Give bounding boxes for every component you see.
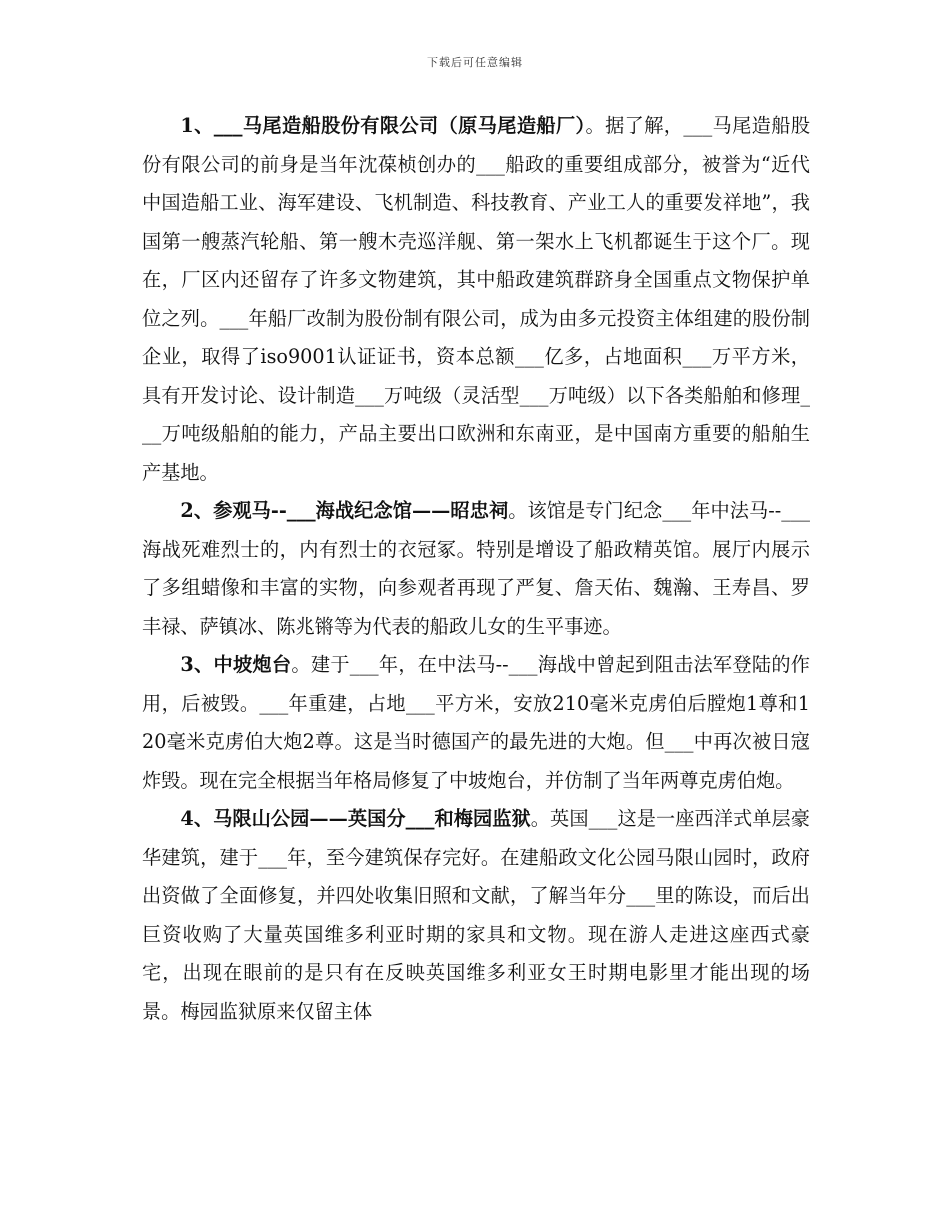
paragraph-3-heading: 3、中坡炮台 (180, 653, 292, 676)
paragraph-4 (142, 800, 810, 1031)
paragraph-3 (142, 646, 810, 800)
paragraph-4-heading: 4、马限山公园——英国分___和梅园监狱 (180, 807, 531, 830)
page-header-note: 下载后可任意编辑 (427, 56, 523, 69)
paragraph-2 (142, 492, 810, 646)
paragraph-1-heading: 1、___马尾造船股份有限公司（原马尾造船厂） (180, 114, 586, 137)
document-body (142, 107, 810, 1031)
paragraph-2-heading: 2、参观马--___海战纪念馆——昭忠祠 (180, 499, 509, 522)
paragraph-1 (142, 107, 810, 492)
paragraph-3-body: 。建于___年，在中法马--___海战中曾起到阻击法军登陆的作用，后被毁。___年重建，占地___平方米，安放210毫米克虏伯后膛炮1尊和120毫米克虏伯大炮2尊。这是当时德国产的最先进的大炮。但___中再次被日寇炸毁。现在完全根据当年格局修复了中坡炮台，并仿制了当年两尊克虏伯炮。 (142, 653, 810, 792)
paragraph-4-body: 。英国___这是一座西洋式单层豪华建筑，建于___年，至今建筑保存完好。在建船政文化公园马限山园时，政府出资做了全面修复，并四处收集旧照和文献，了解当年分___里的陈设，而后出巨资收购了大量英国维多利亚时期的家具和文物。现在游人走进这座西式豪宅，出现在眼前的是只有在反映英国维多利亚女王时期电影里才能出现的场景。梅园监狱原来仅留主体 (142, 807, 810, 1023)
paragraph-2-body: 。该馆是专门纪念___年中法马--___海战死难烈士的，内有烈士的衣冠冢。特别是增设了船政精英馆。展厅内展示了多组蜡像和丰富的实物，向参观者再现了严复、詹天佑、魏瀚、王寿昌、罗丰禄、萨镇冰、陈兆锵等为代表的船政儿女的生平事迹。 (142, 499, 811, 638)
paragraph-1-body: 。据了解，___马尾造船股份有限公司的前身是当年沈葆桢创办的___船政的重要组成部分，被誉为“近代中国造船工业、海军建设、飞机制造、科技教育、产业工人的重要发祥地”，我国第一艘蒸汽轮船、第一艘木壳巡洋舰、第一架水上飞机都诞生于这个厂。现在，厂区内还留存了许多文物建筑，其中船政建筑群跻身全国重点文物保护单位之列。___年船厂改制为股份制有限公司，成为由多元投资主体组建的股份制企业，取得了iso9001认证证书，资本总额___亿多，占地面积___万平方米，具有开发讨论、设计制造___万吨级（灵活型___万吨级）以下各类船舶和修理___万吨级船舶的能力，产品主要出口欧洲和东南亚，是中国南方重要的船舶生产基地。 (142, 114, 811, 484)
